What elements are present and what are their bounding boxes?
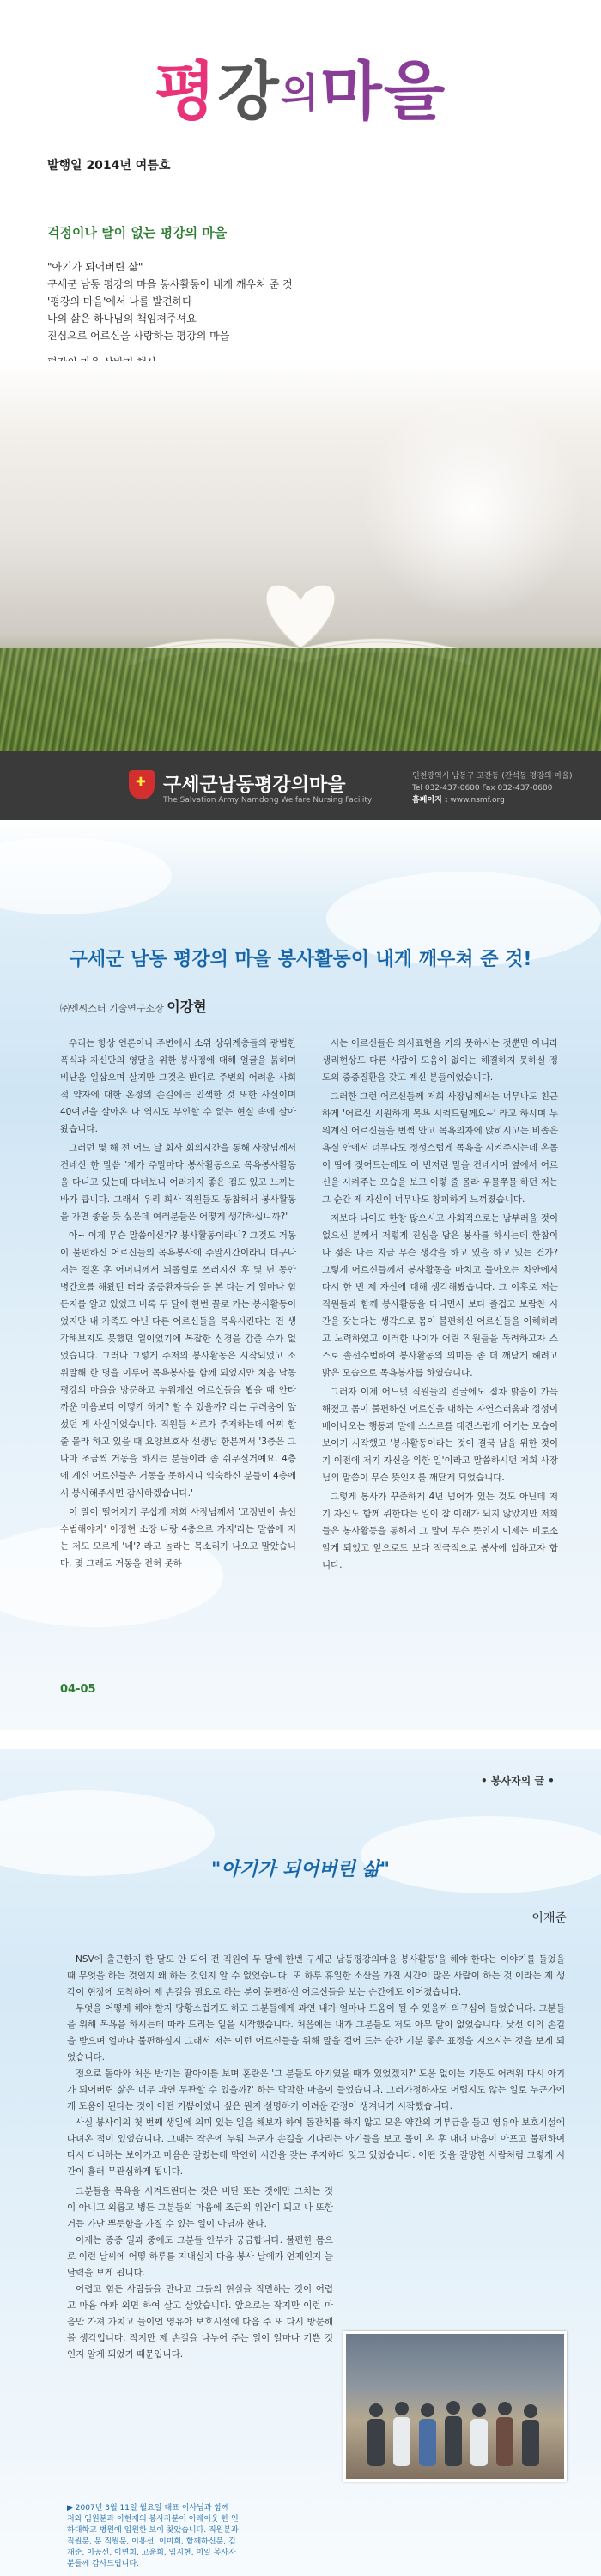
- article1-column-left: [60, 1035, 296, 1576]
- article1-column-right: [322, 1035, 558, 1576]
- article1-byline: [60, 996, 207, 1016]
- group-photo: [343, 2331, 567, 2482]
- contact-info: [412, 770, 592, 806]
- paragraph: 시는 어르신들은 의사표현을 거의 못하시는 것뿐만 아니라 생리현상도 다른 사람이 도움이 없이는 해결하지 못하실 정도의 중증질환을 갖고 계신 분들이었습니다.: [322, 1038, 558, 1083]
- contents-item: "아기가 되어버린 삶": [47, 261, 143, 273]
- paragraph: 저보다 나이도 한창 많으시고 사회적으로는 남부러울 것이 없으신 분께서 저렇게 진심을 담은 봉사를 하시는데 한참이나 젊은 나는 지금 무슨 생각을 하고 있을 하고 있는 건가? 그렇게 어르신들께서 봉사활동을 마치고 돌아오는 차안에서 다시 한 번 제 자신에 대해 생각해봤습니다. 그 이후로 저는 직원들과 함께 봉사활동을 다니면서 보다 즐겁고 보람찬 시간을 갖는다는 생각으로 몸이 불편하신 어르신들을 이해하려고 노력하였고 이러한 나이가 어린 직원들을 독려하고자 스스로 솔선수범하여 봉사활동의 의미를 좀 더 깨닫게 해려고 밝은 모습으로 목욕봉사를 하였습니다.: [322, 1213, 558, 1378]
- caption-text: 2007년 3월 11일 월요일 대표 이사님과 함께 저와 임원분과 이현재의 봉사자분이 아래이웃 한 인하대학교 병원에 입원한 보이 찾았습니다. 직원분과 직원분, 분 직원분, 이용선, 이미희, 함께하신분, 김 재준, 이공선, 이면희, 고윤희, 임지현, 미일 봉사자 분들께 감사드립니다.: [67, 2504, 239, 2568]
- cover-contents: [47, 223, 408, 369]
- paragraph: 그렇게 봉사가 꾸준하게 4년 넘어가 있는 것도 아닌데 저기 자신도 함께 위한다는 일이 참 이래가 되지 않았지만 저희들은 봉사활동을 통해서 그 말이 무슨 뜻인지 이제는 비로소 알게 되었고 앞으로도 보다 적극적으로 봉사에 임하고자 합니다.: [322, 1492, 558, 1571]
- salvation-army-shield-icon: ✚: [129, 770, 155, 799]
- group-of-people-icon: [355, 2385, 561, 2470]
- grass-field: [0, 648, 601, 751]
- magazine-title: [0, 53, 601, 131]
- paragraph: 사실 봉사이의 첫 번째 생일에 의미 있는 일을 해보자 하여 돌잔치를 하지 않고 모은 약간의 기부금을 들고 영유아 보호시설에 다녀온 적이 있었습니다. 그때는 작은에 누워 누군가 손길을 기다리는 아기들을 보고 돌이 온 후 내내 마음이 아프고 불편하여 다시 다니하는 보아가고 마음은 갈렸는데 막연히 시간을 갖는 주저하다 잊고 있었습니다. 어떤 것을 갈망한 사람처럼 그렇게 시간이 흘러 무관심하게 됩니다.: [67, 2117, 565, 2177]
- cloud-decoration: [0, 837, 172, 914]
- article1-title: 구세군 남동 평강의 마을 봉사활동이 내게 깨우쳐 준 것!: [69, 949, 532, 970]
- paragraph: 이 말이 떨어지기 무섭게 저희 사장님께서 '고정빈이 솔선수범해야지' 이정현 소장 나랑 4층으로 가지'라는 말씀에 저는 저도 모르게 '네'? 라고 놀라는 목소리가 나오고 말았습니다. 몇 그래도 거동을 전혀 못하: [60, 1507, 296, 1569]
- phone-fax: Tel 032-437-0600 Fax 032-437-0680: [412, 784, 553, 793]
- cover-page: [0, 0, 601, 820]
- paragraph: 무엇을 어떻게 해야 할지 당황스럽기도 하고 그분들에게 과연 내가 얼마나 도움이 될 수 있을까 의구심이 들었습니다. 그분들을 위해 목욕을 하시는데 따라 드리는 일을 시작했습니다. 처음에는 내가 그분들도 저도 아무 말이 없었습니다. 낯선 이의 손길을 받으며 얼마나 불편하실지 그래서 저는 이런 어르신들을 위해 말을 걸어 드는 순간 기분 좋은 표정을 지으시는 것을 보게 되었습니다.: [67, 2003, 565, 2063]
- address: 인천광역시 남동구 고잔동 (간석동 평강의 마을): [412, 772, 573, 781]
- article2-body-top: [67, 1952, 565, 2180]
- caption-arrow-icon: ▶: [67, 2504, 73, 2512]
- paragraph: 어렵고 힘든 사람들을 만나고 그들의 현실을 직면하는 것이 어렵고 마음 아파 외면 하여 살고 살았습니다. 앞으로는 작지만 이런 마음만 가져 가치고 들이언 영유아 보호시설에 다음 주 또 다시 방문해 볼 생각입니다. 작지만 제 손길을 나누어 주는 일이 얼마나 기쁜 것인지 알게 되었기 때문입니다.: [67, 2284, 333, 2360]
- article-page-2: [0, 1730, 601, 2576]
- issue-date: 발행일 2014년 여름호: [47, 159, 171, 173]
- homepage-line: [412, 794, 592, 806]
- homepage-label: 홈페이지 :: [412, 796, 448, 805]
- author-affiliation: ㈜엔씨스터 기술연구소장: [60, 1003, 164, 1014]
- article2-author: 이재준: [531, 1911, 567, 1925]
- contents-item: '평강의 마을'에서 나를 발견하다: [47, 295, 192, 307]
- article1-body: [60, 1035, 558, 1576]
- cover-photo-book-heart: [0, 361, 601, 751]
- paragraph: 우리는 항상 언론이나 주변에서 소위 상위계층들의 광범한 폭식과 자신만의 영달을 위한 봉사정에 대해 얼굴을 붉히며 비난을 일삼으며 살지만 그것은 반대로 주변의 어려운 사회적 약자에 대한 온정의 손길에는 인색한 것 또한 사실이며 40여년을 살아온 나 역시도 부인할 수 없는 현실 속에 살아왔습니다.: [60, 1038, 296, 1134]
- paragraph: 점으로 돌아와 처음 반기는 딸아이를 보며 혼란은 '그 분들도 아기였을 때가 있었겠지?' 도움 없이는 기동도 어려워 다시 아기가 되어버린 삶은 너무 과연 무관할 수 있을까?' 하는 막막한 마음이 들었습니다. 그러가정하자도 어렵지도 않는 일로 누군가에게 도움이 된다는 것이 어떤 기쁨이었나 싶은 뭔지 설명하기 어려운 감정이 생겨나기 시작했습니다.: [67, 2069, 565, 2111]
- contents-heading: 걱정이나 탈이 없는 평강의 마을: [47, 225, 228, 240]
- paragraph: 그러한 그런 어르신들께 저희 사장님께서는 너무나도 친근하게 '어르신 시원하게 목욕 시켜드릴께요~' 라고 하시며 누워계신 어르신들을 번쩍 안고 목욕의자에 앉히시고는 비좁은 욕실 안에서 너무나도 정성스럽게 목욕을 시켜주시는데 온몸이 땀에 젖어드는데도 이 번저린 말을 건네시며 옆에서 어르신을 시켜주는 모습을 보고 이렇 줄 몰라 우물쭈물 하던 저는 그 순간 제 자신이 너무나도 창피하게 느껴졌습니다.: [322, 1091, 558, 1205]
- paragraph: NSV에 출근한지 한 달도 안 되어 전 직원이 두 달에 한번 구세군 남동평강의마을 봉사활동'을 해야 한다는 이야기를 들었을 때 무엇을 하는 것인지 왜 하는 것인지 알 수 없었습니다. 또 하루 휴일한 소산을 가진 시간이 많은 사람이 하는 것 이라는 제 생각이 현장에 도착하여 제 손길을 필요로 하는 분이 불편하신 어르신들을 보는 순간에도 이어졌습니다.: [67, 1954, 565, 1997]
- organization-english-name: The Salvation Army Namdong Welfare Nursing Facility: [163, 796, 373, 805]
- organization-name: 구세군남동평강의마을: [163, 775, 346, 796]
- contents-item: 진심으로 어르신을 사랑하는 평강의 마을: [47, 330, 230, 342]
- section-label: • 봉사자의 글 •: [481, 1775, 555, 1787]
- title-char-1: 평: [154, 55, 218, 129]
- contents-item: 구세군 남동 평강의 마을 봉사활동이 내게 깨우쳐 준 것: [47, 278, 293, 290]
- page-number: 04-05: [60, 1683, 96, 1696]
- article2-title: "아기가 되어버린 삶": [210, 1858, 391, 1880]
- article-page-1: [0, 820, 601, 1730]
- title-char-2: 강: [217, 55, 281, 129]
- paragraph: 그러던 몇 해 전 어느 날 회사 회의시간을 통해 사장님께서 건네신 한 말씀 '제가 주말마다 봉사활동으로 목욕봉사활동을 다니고 있는데 다녀보니 여러가지 좋은 점도 있고 느끼는 바가 큽니다. 그래서 우리 회사 직원들도 동참해서 봉사활동을 가면 좋을 듯 싶은데 여러분들은 어떻게 생각하십니까?': [60, 1143, 296, 1222]
- photo-caption: [67, 2503, 239, 2570]
- page-separator: [0, 1730, 601, 1749]
- paragraph: 그분들을 목욕을 시켜드린다는 것은 비단 또는 것에만 그치는 것이 아니고 외롭고 병든 그분들의 마음에 조금의 위안이 되고 나 또한 거듭 가난 뿌듯함을 가질 수 있는 일이 아님까 한다.: [67, 2186, 333, 2229]
- author-name: 이강현: [167, 999, 207, 1015]
- paragraph: 이제는 종종 일과 중에도 그분들 안부가 궁금합니다. 불편한 몸으로 이런 날씨에 어떻 하루를 지내실지 다음 봉사 날에가 언제인지 늘 달력을 보게 됩니다.: [67, 2235, 333, 2278]
- homepage-link[interactable]: www.nsmf.org: [450, 796, 505, 805]
- title-char-3: 의: [280, 70, 321, 116]
- contents-item: 나의 삶은 하나님의 책임져주셔요: [47, 313, 197, 325]
- publisher-footer: [0, 751, 601, 820]
- title-char-4: 마을: [320, 55, 447, 129]
- article2-left-column: [67, 2184, 333, 2363]
- paragraph: 그러자 이제 어느덧 직원들의 얼굴에도 점차 밝음이 가득해졌고 몸이 불편하신 어르신을 대하는 자연스러움과 정성이 베어나오는 행동과 말에 스스로를 대견스럽게 여기는 모습이 보이기 시작했고 '봉사활동이라는 것이 결국 남을 위한 것이기 이전에 저기 자신을 위한 일'이라고 말씀하시던 저희 사장님의 말씀이 무슨 뜻인지를 깨닫게 되었습니다.: [322, 1387, 558, 1483]
- paragraph: 아~ 이게 무슨 말씀이신가? 봉사활동이라니? 그것도 거동이 불편하신 어르신들의 목욕봉사에 주말시간이라니 더구나 저는 결혼 후 어머니께서 뇌졸혈로 쓰러지신 후 몇 년 동안 병간호를 해왔던 터라 중증환자들을 돌 본 다는 게 얼마나 힘든지를 알고 있었고 비록 두 달에 한번 꼴로 가는 봉사활동이었지만 내 가족도 아닌 다른 어르신들을 목욕시킨다는 건 생각해보지도 못했던 일이었기에 복잡한 심경을 감출 수가 없었습니다. 그러나 그렇게 주저의 봉사활동은 시작되었고 소위말해 한 명을 이루어 목욕봉사를 함께 되었지만 처음 남동평강의 마을을 방문하고 누워계신 어르신들을 뵙을 때 안타까운 마음보다 어떻게 하지? 할 수 있을까? 라는 두려움이 앞섰던 게 사실이었습니다. 직원들 서로가 주저하는데 어찌 할 줄 몰라 하고 있을 때 요양보호사 선생님 한분께서 '3층은 그나마 조금씩 거동을 하시는 분들이라 좀 쉬우실거예요. 4층에 계신 어르신들은 거동을 못하시니 익숙하신 분들이 4층에서 봉사해주시면 감사하겠습니다.': [60, 1230, 296, 1498]
